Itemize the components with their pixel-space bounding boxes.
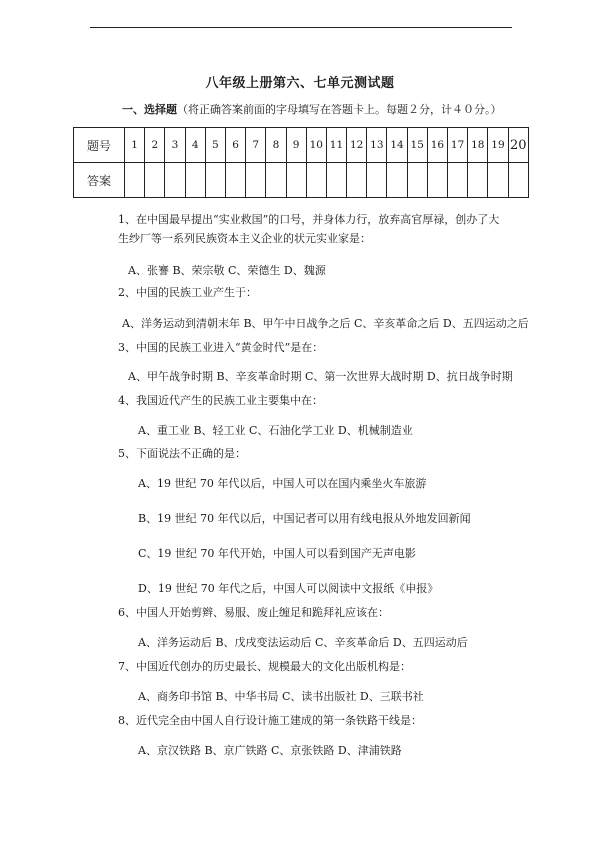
answer-table-number: 12 [347,128,367,163]
answer-table-number: 14 [387,128,407,163]
question-1-stem: 1、在中国最早提出“实业救国”的口号，并身体力行，放弃高官厚禄，创办了大生纱厂等一系列民族资本主义企业的状元实业家是： [118,213,500,245]
answer-table-number-row [74,128,529,163]
question-1-options: A、张謇 B、荣宗敬 C、荣德生 D、魏源 [128,264,326,277]
answer-cell[interactable] [367,163,387,198]
answer-cell[interactable] [448,163,468,198]
answer-table-number: 6 [225,128,245,163]
answer-table-answer-row [74,163,529,198]
question-6-stem: 6、中国人开始剪辫、易服、废止缠足和跪拜礼应该在： [118,606,389,619]
answer-table-number: 5 [205,128,225,163]
question-3-stem: 3、中国的民族工业进入“黄金时代”是在： [118,341,324,354]
answer-table-number: 1 [125,128,145,163]
answer-table-number: 19 [488,128,508,163]
question-4-options: A、重工业 B、轻工业 C、石油化学工业 D、机械制造业 [138,424,413,437]
answer-cell[interactable] [225,163,245,198]
question-4-stem: 4、我国近代产生的民族工业主要集中在： [118,394,323,407]
answer-cell[interactable] [427,163,447,198]
question-8-stem: 8、近代完全由中国人自行设计施工建成的第一条铁路干线是： [118,714,422,727]
section-instruction: （将正确答案前面的字母填写在答题卡上。每题２分，计４０分。） [177,103,502,116]
answer-cell[interactable] [205,163,225,198]
answer-table-number: 4 [185,128,205,163]
question-7-stem: 7、中国近代创办的历史最长、规模最大的文化出版机构是： [118,660,411,673]
answer-table-number: 9 [286,128,306,163]
answer-cell[interactable] [387,163,407,198]
question-3-options: A、甲午战争时期 B、辛亥革命时期 C、第一次世界大战时期 D、抗日战争时期 [128,370,513,383]
answer-table-number-label: 题号 [74,128,125,163]
question-5-option-d: D、19 世纪 70 年代之后，中国人可以阅读中文报纸《申报》 [138,582,439,595]
answer-table-number: 7 [246,128,266,163]
question-2-options: A、洋务运动到清朝末年 B、甲午中日战争之后 C、辛亥革命之后 D、五四运动之后 [122,317,529,330]
answer-cell[interactable] [488,163,508,198]
answer-cell[interactable] [347,163,367,198]
answer-cell[interactable] [145,163,165,198]
answer-table-number: 18 [468,128,488,163]
answer-cell[interactable] [286,163,306,198]
answer-table-number: 13 [367,128,387,163]
answer-cell[interactable] [165,163,185,198]
answer-table-number: 2 [145,128,165,163]
answer-cell[interactable] [508,163,528,198]
answer-table-number: 20 [508,128,528,163]
answer-cell[interactable] [125,163,145,198]
answer-table [73,127,529,198]
question-7-options: A、商务印书馆 B、中华书局 C、读书出版社 D、三联书社 [138,690,424,703]
answer-cell[interactable] [306,163,326,198]
answer-table-number: 17 [448,128,468,163]
answer-cell[interactable] [407,163,427,198]
answer-table-answer-label: 答案 [74,163,125,198]
answer-table-number: 3 [165,128,185,163]
question-6-options: A、洋务运动后 B、戊戌变法运动后 C、辛亥革命后 D、五四运动后 [138,636,468,649]
answer-table-number: 10 [306,128,326,163]
answer-cell[interactable] [185,163,205,198]
question-5-stem: 5、下面说法不正确的是： [118,447,246,460]
question-2-stem: 2、中国的民族工业产生于： [118,286,257,299]
question-5-option-c: C、19 世纪 70 年代开始，中国人可以看到国产无声电影 [138,547,416,560]
answer-table-number: 8 [266,128,286,163]
question-8-options: A、京汉铁路 B、京广铁路 C、京张铁路 D、津浦铁路 [138,744,402,757]
answer-table-number: 15 [407,128,427,163]
answer-cell[interactable] [326,163,346,198]
section-heading-label: 一、选择题 [122,103,177,116]
answer-cell[interactable] [266,163,286,198]
page-title: 八年级上册第六、七单元测试题 [205,76,395,91]
answer-cell[interactable] [246,163,266,198]
answer-table-number: 16 [427,128,447,163]
top-rule [90,27,512,28]
answer-cell[interactable] [468,163,488,198]
question-5-option-b: B、19 世纪 70 年代以后，中国记者可以用有线电报从外地发回新闻 [138,512,471,525]
answer-table-number: 11 [326,128,346,163]
question-5-option-a: A、19 世纪 70 年代以后，中国人可以在国内乘坐火车旅游 [138,477,427,490]
section-heading [122,101,502,117]
